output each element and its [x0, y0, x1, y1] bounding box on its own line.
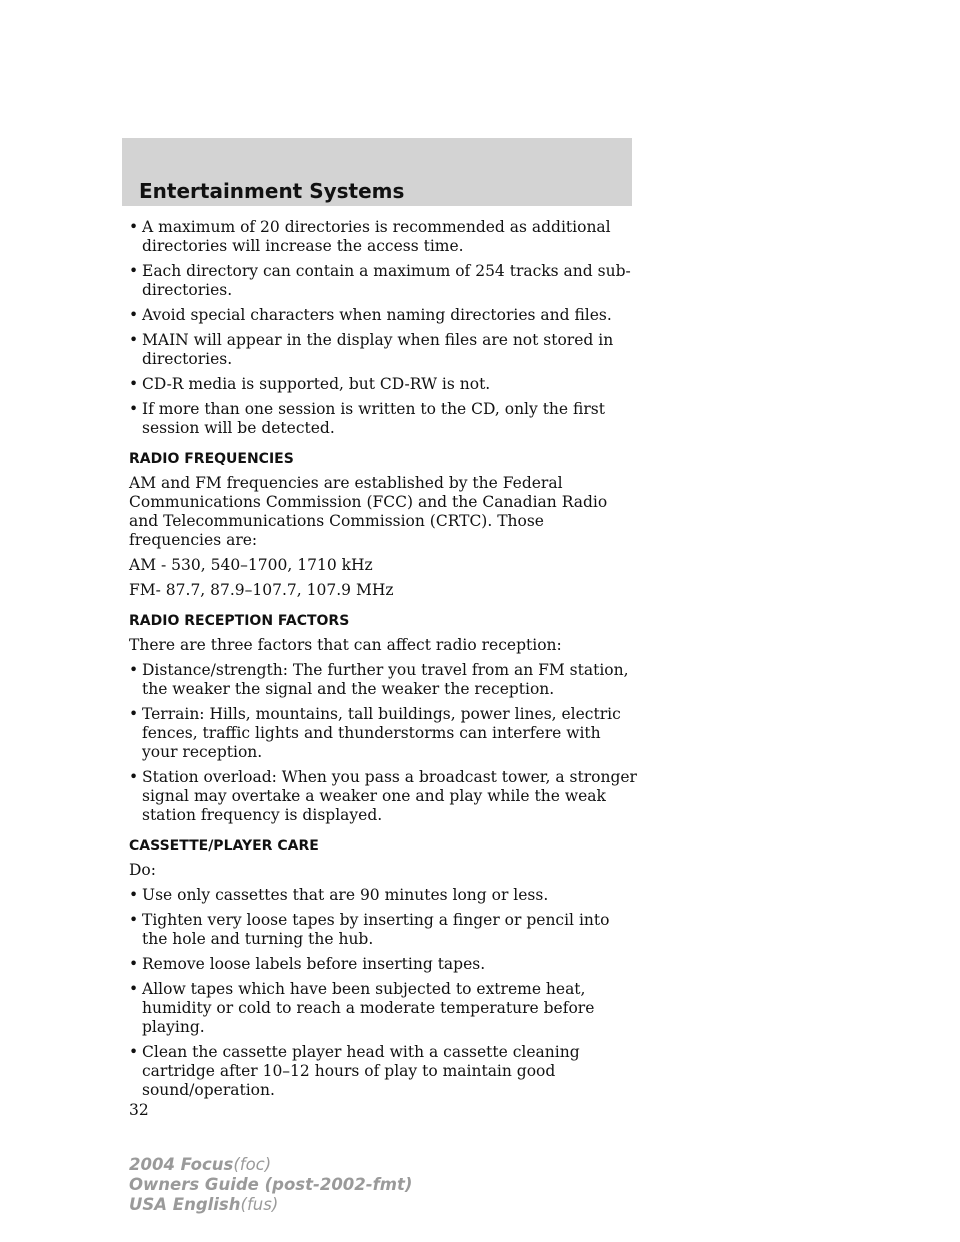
bullet-icon: • [129, 768, 139, 786]
reception-factors-heading: RADIO RECEPTION FACTORS [129, 613, 350, 629]
reception-intro: There are three factors that can affect radio reception: [129, 636, 562, 654]
radio-frequencies-intro: AM and FM frequencies are established by the Federal Communications Commission (FCC) and the Canadian Radio and Telecommunications Commission (CRTC). Those frequencies are: [129, 474, 608, 549]
bullet-icon: • [129, 911, 139, 929]
list-item: • Distance/strength: The further you travel from an FM station, the weaker the signal and the weaker the reception. [129, 661, 629, 698]
list-item: • Station overload: When you pass a broadcast tower, a stronger signal may overtake a weaker one and play while the weak station frequency is displayed. [129, 768, 637, 824]
cassette-care-heading: CASSETTE/PLAYER CARE [129, 838, 319, 854]
bullet-icon: • [129, 306, 139, 324]
section-header-band [122, 138, 632, 206]
bullet-icon: • [129, 331, 139, 349]
bullet-icon: • [129, 400, 139, 418]
document-footer [129, 1155, 412, 1215]
bullet-icon: • [129, 218, 139, 236]
list-item: • Clean the cassette player head with a cassette cleaning cartridge after 10–12 hours of play to maintain good sound/operation. [129, 1043, 580, 1099]
bullet-icon: • [129, 262, 139, 280]
fm-frequencies: FM- 87.7, 87.9–107.7, 107.9 MHz [129, 581, 394, 599]
bullet-icon: • [129, 980, 139, 998]
footer-line-model: 2004 Focus(foc) [129, 1155, 272, 1174]
reception-factors-list [129, 661, 639, 825]
list-item: • Avoid special characters when naming directories and files. [129, 306, 612, 324]
list-item: • If more than one session is written to the CD, only the first session will be detected. [129, 400, 605, 437]
bullet-icon: • [129, 955, 139, 973]
page-content [129, 218, 639, 1106]
list-item: • Each directory can contain a maximum of 254 tracks and sub-directories. [129, 262, 631, 299]
list-item: • CD-R media is supported, but CD-RW is not. [129, 375, 491, 393]
am-frequencies: AM - 530, 540–1700, 1710 kHz [129, 556, 373, 574]
bullet-icon: • [129, 661, 139, 679]
footer-line-language: USA English(fus) [129, 1195, 279, 1214]
footer-line-guide: Owners Guide (post-2002-fmt) [129, 1175, 413, 1194]
list-item: • A maximum of 20 directories is recommended as additional directories will increase the access time. [129, 218, 611, 255]
page-number: 32 [129, 1101, 149, 1119]
list-item: • MAIN will appear in the display when files are not stored in directories. [129, 331, 614, 368]
cassette-care-list [129, 886, 639, 1100]
list-item: • Terrain: Hills, mountains, tall buildings, power lines, electric fences, traffic lights and thunderstorms can interfere with your reception. [129, 705, 621, 761]
bullet-icon: • [129, 886, 139, 904]
cassette-intro: Do: [129, 861, 156, 879]
bullet-icon: • [129, 1043, 139, 1061]
bullet-icon: • [129, 375, 139, 393]
list-item: • Tighten very loose tapes by inserting a finger or pencil into the hole and turning the hub. [129, 911, 610, 948]
radio-frequencies-heading: RADIO FREQUENCIES [129, 451, 294, 467]
list-item: • Allow tapes which have been subjected to extreme heat, humidity or cold to reach a moderate temperature before playing. [129, 980, 595, 1036]
section-title: Entertainment Systems [139, 179, 405, 203]
bullet-icon: • [129, 705, 139, 723]
list-item: • Remove loose labels before inserting tapes. [129, 955, 486, 973]
list-item: • Use only cassettes that are 90 minutes long or less. [129, 886, 549, 904]
mp3-notes-list [129, 218, 639, 438]
